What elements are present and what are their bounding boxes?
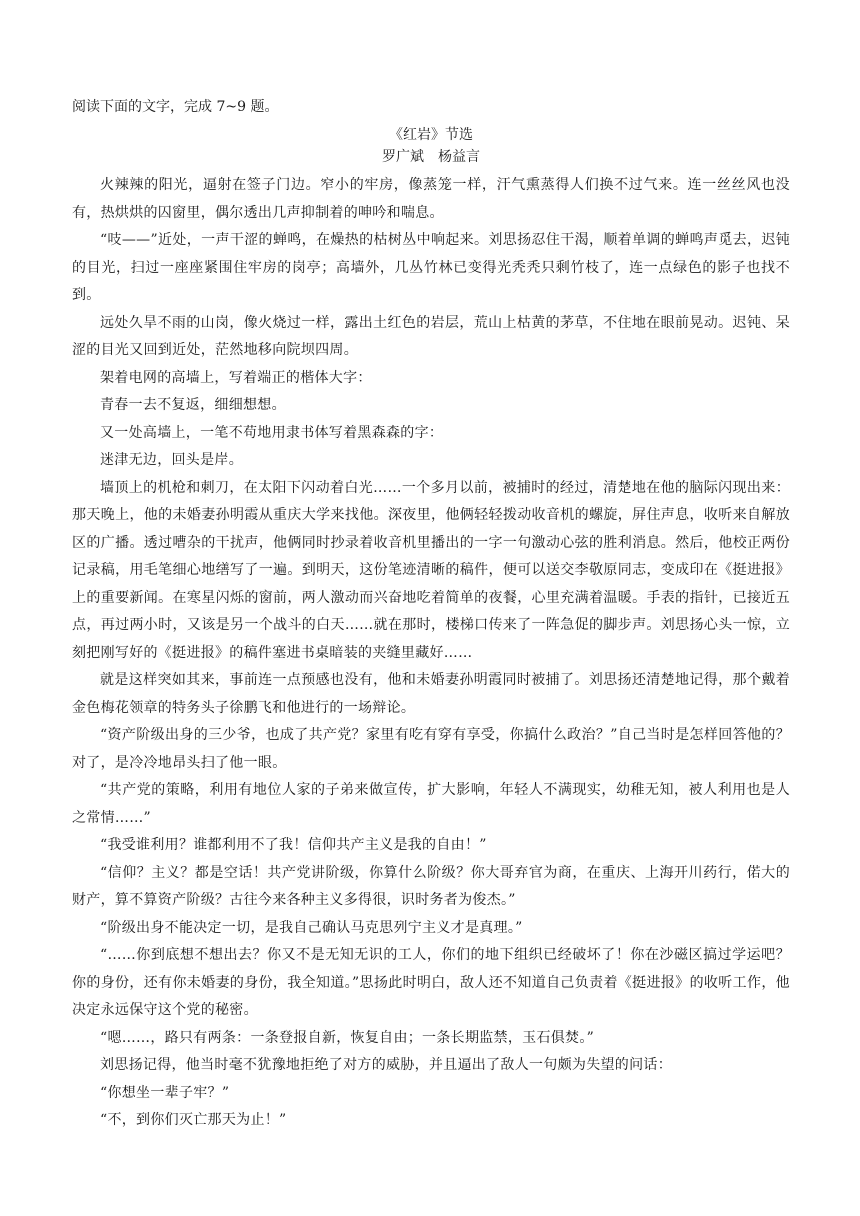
- paragraph: “阶级出身不能决定一切，是我自己确认马克思列宁主义才是真理。”: [100, 919, 523, 936]
- paragraph: 青春一去不复返，细细想想。: [100, 397, 286, 413]
- paragraph: “资产阶级出身的三少爷，也成了共产党？家里有吃有穿有享受，你搞什么政治？”自己当时是怎样回答他的？对了，是冷冷地昂头扫了他一眼。: [72, 727, 790, 771]
- paragraph: 就是这样突如其来，事前连一点预感也没有，他和未婚妻孙明霞同时被捕了。刘思扬还清楚地记得，那个戴着金色梅花领章的特务头子徐鹏飞和他进行的一场辩论。: [72, 672, 790, 716]
- paragraph: “吱——”近处，一声干涩的蝉鸣，在燥热的枯树丛中响起来。刘思扬忍住干渴，顺着单调的蝉鸣声觅去，迟钝的目光，扫过一座座紧围住牢房的岗亭；高墙外，几丛竹林已变得光秃秃只剩竹枝了，连一点绿色的影子也找不到。: [72, 232, 790, 303]
- paragraph: 火辣辣的阳光，逼射在签子门边。窄小的牢房，像蒸笼一样，汗气熏蒸得人们换不过气来。连一丝丝风也没有，热烘烘的囚窗里，偶尔透出几声抑制着的呻吟和喘息。: [72, 177, 790, 221]
- passage-title: 《红岩》节选: [389, 127, 473, 143]
- paragraph: 刘思扬记得，他当时毫不犹豫地拒绝了对方的威胁，并且逼出了敌人一句颇为失望的问话：: [100, 1057, 672, 1073]
- paragraph: “信仰？主义？都是空话！共产党讲阶级，你算什么阶级？你大哥弃官为商，在重庆、上海开川药行，偌大的财产，算不算资产阶级？古往今来各种主义多得很，识时务者为俊杰。”: [72, 864, 790, 908]
- paragraph: 架着电网的高墙上，写着端正的楷体大字：: [100, 369, 372, 386]
- passage-body: [72, 172, 790, 1135]
- paragraph: 迷津无边，回头是岸。: [100, 452, 243, 468]
- paragraph: 远处久旱不雨的山岗，像火烧过一样，露出土红色的岩层，荒山上枯黄的茅草，不住地在眼前晃动。迟钝、呆涩的目光又回到近处，茫然地移向院坝四周。: [72, 314, 790, 358]
- paragraph: “我受谁利用？谁都利用不了我！信仰共产主义是我的自由！”: [100, 837, 487, 853]
- paragraph: 又一处高墙上，一笔不苟地用隶书体写着黑森森的字：: [100, 424, 444, 441]
- paragraph: “共产党的策略，利用有地位人家的子弟来做宣传，扩大影响，年轻人不满现实，幼稚无知，被人利用也是人之常情……”: [72, 782, 790, 826]
- question-instruction: 阅读下面的文字，完成 7~9 题。: [72, 99, 279, 115]
- passage-author: 罗广斌 杨益言: [382, 149, 480, 165]
- paragraph: “不，到你们灭亡那天为止！”: [100, 1112, 287, 1128]
- paragraph: “……你到底想不想出去？你又不是无知无识的工人，你们的地下组织已经破坏了！你在沙磁区搞过学运吧？你的身份，还有你未婚妻的身份，我全知道。”思扬此时明白，敌人还不知道自己负责着《挺进报》的收听工作，他决定永远保守这个党的秘密。: [72, 947, 790, 1018]
- paragraph: “嗯……，路只有两条：一条登报自新，恢复自由；一条长期监禁，玉石俱焚。”: [100, 1029, 595, 1046]
- document-page: [72, 96, 790, 1135]
- paragraph: 墙顶上的机枪和刺刀，在太阳下闪动着白光……一个多月以前，被捕时的经过，清楚地在他的脑际闪现出来：那天晚上，他的未婚妻孙明霞从重庆大学来找他。深夜里，他俩轻轻拨动收音机的螺旋，屏住声息，收听来自解放区的广播。透过嘈杂的干扰声，他俩同时抄录着收音机里播出的一字一句激动心弦的胜利消息。然后，他校正两份记录稿，用毛笔细心地缮写了一遍。到明天，这份笔迹清晰的稿件，便可以送交李敬原同志，变成印在《挺进报》上的重要新闻。在寒星闪烁的窗前，两人激动而兴奋地吃着简单的夜餐，心里充满着温暖。手表的指针，已接近五点，再过两小时，又该是另一个战斗的白天……就在那时，楼梯口传来了一阵急促的脚步声。刘思扬心头一惊，立刻把刚写好的《挺进报》的稿件塞进书桌暗装的夹缝里藏好……: [72, 479, 790, 661]
- paragraph: “你想坐一辈子牢？”: [100, 1084, 230, 1101]
